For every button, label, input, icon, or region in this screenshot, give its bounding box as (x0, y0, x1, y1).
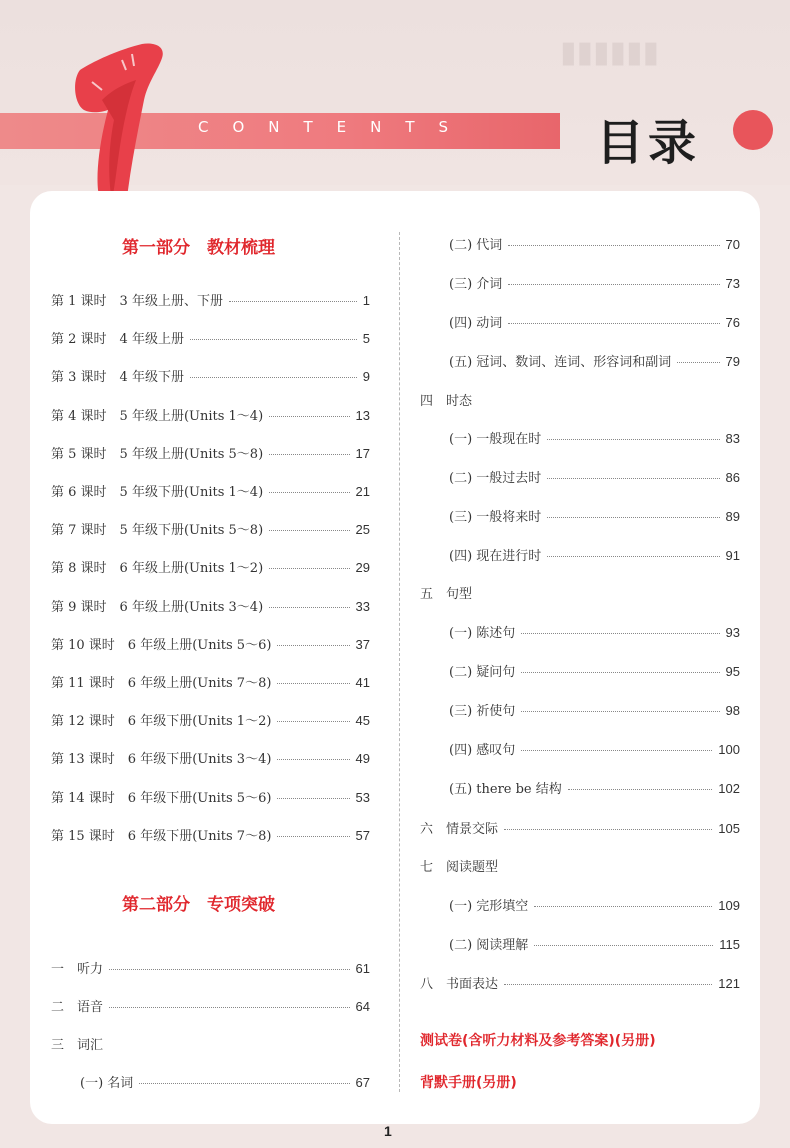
toc-entry-vocab-1[interactable] (449, 234, 740, 253)
toc-entry-page: 73 (725, 276, 740, 291)
leader-dots (568, 789, 713, 790)
toc-entry-lesson-15[interactable] (51, 825, 370, 844)
toc-entry-page: 57 (355, 827, 370, 843)
leader-dots (508, 323, 719, 324)
toc-entry-tense-2[interactable] (449, 467, 740, 486)
leader-dots (534, 945, 713, 946)
leader-dots (547, 478, 719, 479)
toc-entry-sentence-5[interactable] (449, 778, 740, 797)
leader-dots (269, 416, 349, 417)
toc-entry-page: 9 (362, 369, 370, 385)
toc-entry-page: 79 (725, 354, 740, 369)
toc-entry-label: 八 书面表达 (420, 977, 499, 992)
toc-entry-page: 21 (355, 484, 370, 499)
toc-entry-lesson-5[interactable] (51, 443, 370, 462)
toc-entry-page: 83 (725, 431, 740, 446)
toc-entry-label: (一) 一般现在时 (449, 432, 542, 447)
toc-entry-sentence-4[interactable] (449, 739, 740, 758)
leader-dots (547, 556, 719, 557)
part2-heading: 第二部分 专项突破 (122, 895, 275, 915)
toc-entry-page: 86 (725, 470, 740, 485)
toc-entry-label: (一) 陈述句 (449, 626, 516, 641)
leader-dots (277, 836, 349, 837)
toc-entry-label: (四) 动词 (449, 316, 503, 331)
leader-dots (190, 339, 357, 340)
toc-entry-label: 第 5 课时 5 年级上册(Units 5～8) (51, 446, 264, 462)
toc-entry-lesson-12[interactable] (51, 710, 370, 729)
toc-entry-label: (二) 一般过去时 (449, 471, 542, 486)
note-test-papers: 测试卷(含听力材料及参考答案)(另册) (420, 1033, 656, 1049)
toc-entry-writing[interactable] (420, 973, 740, 992)
toc-entry-label: 第 10 课时 6 年级上册(Units 5～6) (51, 637, 272, 653)
toc-entry-lesson-8[interactable] (51, 557, 370, 576)
toc-entry-page: 1 (362, 293, 370, 308)
toc-entry-page: 93 (725, 625, 740, 640)
toc-entry-vocab-4[interactable] (449, 351, 740, 370)
leader-dots (229, 301, 357, 302)
toc-entry-lesson-14[interactable] (51, 787, 370, 806)
toc-entry-label: 第 8 课时 6 年级上册(Units 1～2) (51, 561, 264, 577)
leader-dots (504, 984, 712, 985)
leader-dots (139, 1083, 349, 1084)
toc-entry-label: 第 2 课时 4 年级上册 (51, 332, 184, 348)
page-number: 1 (384, 1123, 392, 1139)
toc-entry-lesson-7[interactable] (51, 519, 370, 538)
toc-entry-label: (一) 名词 (80, 1076, 134, 1091)
leader-dots (277, 683, 349, 684)
toc-entry-page: 121 (718, 976, 740, 991)
leader-dots (269, 454, 349, 455)
toc-entry-lesson-2[interactable] (51, 328, 370, 347)
toc-entry-label: (四) 感叹句 (449, 743, 516, 758)
leader-dots (277, 645, 349, 646)
toc-entry-label: (二) 阅读理解 (449, 938, 529, 953)
leader-dots (109, 969, 350, 970)
toc-entry-page: 37 (355, 636, 370, 652)
toc-entry-page: 95 (725, 664, 740, 679)
toc-entry-vocab-2[interactable] (449, 273, 740, 292)
leader-dots (109, 1007, 350, 1008)
toc-entry-label: 第 14 课时 6 年级下册(Units 5～6) (51, 790, 272, 806)
leader-dots (190, 377, 357, 378)
column-divider (399, 232, 400, 1092)
toc-entry-page: 13 (355, 407, 370, 423)
toc-entry-page: 89 (725, 509, 740, 524)
red-circle-decoration (733, 110, 773, 150)
toc-entry-page: 17 (355, 445, 370, 461)
toc-entry-label: 第 6 课时 5 年级下册(Units 1～4) (51, 485, 264, 500)
toc-entry-tense-4[interactable] (449, 545, 740, 564)
toc-entry-label: (五) 冠词、数词、连词、形容词和副词 (449, 355, 672, 370)
leader-dots (269, 492, 349, 493)
toc-entry-label: (二) 代词 (449, 238, 503, 253)
toc-entry-page: 115 (719, 937, 740, 952)
leader-dots (547, 439, 719, 440)
section-tense: 四 时态 (420, 394, 473, 409)
leader-dots (521, 633, 719, 634)
toc-entry-page: 91 (725, 548, 740, 563)
toc-entry-label: 一 听力 (51, 962, 104, 977)
toc-entry-page: 70 (725, 237, 740, 252)
leader-dots (269, 568, 349, 569)
leader-dots (277, 798, 349, 799)
section-reading: 七 阅读题型 (420, 860, 499, 875)
leader-dots (269, 530, 349, 531)
section-vocabulary: 三 词汇 (51, 1038, 104, 1053)
toc-entry-page: 102 (718, 781, 740, 796)
toc-entry-label: 六 情景交际 (420, 822, 499, 837)
leader-dots (534, 906, 712, 907)
leader-dots (521, 711, 719, 712)
toc-entry-label: (二) 疑问句 (449, 665, 516, 680)
toc-entry-page: 61 (355, 961, 370, 976)
toc-entry-label: (三) 一般将来时 (449, 510, 542, 525)
toc-entry-tense-3[interactable] (449, 506, 740, 525)
toc-entry-page: 45 (355, 713, 370, 729)
toc-entry-reading-2[interactable] (449, 934, 740, 953)
toc-entry-label: 第 12 课时 6 年级下册(Units 1～2) (51, 714, 272, 730)
toc-entry-page: 41 (355, 675, 370, 690)
toc-entry-sentence-1[interactable] (449, 622, 740, 641)
toc-entry-reading-1[interactable] (449, 895, 740, 914)
toc-entry-page: 5 (362, 331, 370, 347)
toc-entry-page: 105 (718, 821, 740, 836)
toc-entry-label: 第 4 课时 5 年级上册(Units 1～4) (51, 408, 264, 424)
leader-dots (504, 829, 712, 830)
toc-entry-page: 100 (718, 742, 740, 757)
toc-entry-label: 第 7 课时 5 年级下册(Units 5～8) (51, 523, 264, 539)
note-handbook: 背默手册(另册) (420, 1075, 517, 1091)
toc-entry-lesson-3[interactable] (51, 366, 370, 385)
leader-dots (277, 721, 349, 722)
toc-entry-page: 98 (725, 703, 740, 718)
toc-entry-lesson-6[interactable] (51, 481, 370, 500)
toc-entry-sentence-2[interactable] (449, 661, 740, 680)
leader-dots (269, 607, 349, 608)
toc-entry-label: 第 1 课时 3 年级上册、下册 (51, 294, 223, 309)
toc-entry-page: 49 (355, 751, 370, 767)
toc-entry-label: (三) 祈使句 (449, 704, 516, 719)
toc-entry-page: 109 (718, 898, 740, 913)
toc-entry-label: 第 13 课时 6 年级下册(Units 3～4) (51, 752, 272, 768)
toc-entry-label: (一) 完形填空 (449, 899, 529, 914)
toc-entry-phonetics[interactable] (51, 996, 370, 1015)
toc-entry-page: 29 (355, 560, 370, 576)
toc-entry-sentence-3[interactable] (449, 700, 740, 719)
toc-entry-page: 25 (355, 522, 370, 538)
toc-entry-situation[interactable] (420, 818, 740, 837)
leader-dots (547, 517, 719, 518)
toc-entry-label: 第 15 课时 6 年级下册(Units 7～8) (51, 828, 272, 844)
page-title: 目录 (596, 115, 701, 171)
contents-label: CONTENTS (198, 118, 473, 136)
toc-entry-page: 76 (725, 315, 740, 330)
leader-dots (677, 362, 719, 363)
leader-dots (521, 750, 712, 751)
leader-dots (508, 284, 719, 285)
toc-entry-lesson-9[interactable] (51, 596, 370, 615)
toc-entry-vocab-3[interactable] (449, 312, 740, 331)
toc-entry-label: (三) 介词 (449, 277, 503, 292)
toc-entry-lesson-1[interactable] (51, 290, 370, 309)
toc-entry-label: (四) 现在进行时 (449, 549, 542, 564)
leader-dots (277, 759, 349, 760)
toc-entry-page: 64 (355, 999, 370, 1014)
toc-entry-page: 67 (355, 1075, 370, 1090)
toc-entry-page: 33 (355, 598, 370, 614)
toc-entry-page: 53 (355, 789, 370, 805)
toc-entry-label: 第 3 课时 4 年级下册 (51, 370, 184, 386)
toc-entry-label: 二 语音 (51, 1000, 104, 1015)
toc-entry-listening[interactable] (51, 958, 370, 977)
part1-heading: 第一部分 教材梳理 (122, 238, 275, 258)
toc-entry-label: 第 11 课时 6 年级上册(Units 7～8) (51, 676, 272, 691)
toc-entry-lesson-10[interactable] (51, 634, 370, 653)
toc-entry-label: (五) there be 结构 (449, 782, 562, 797)
toc-entry-lesson-13[interactable] (51, 748, 370, 767)
toc-entry-lesson-4[interactable] (51, 405, 370, 424)
toc-entry-nouns[interactable] (80, 1072, 370, 1091)
toc-entry-tense-1[interactable] (449, 428, 740, 447)
toc-entry-lesson-11[interactable] (51, 672, 370, 691)
section-sentence: 五 句型 (420, 587, 473, 602)
leader-dots (521, 672, 719, 673)
toc-entry-label: 第 9 课时 6 年级上册(Units 3～4) (51, 599, 264, 615)
leader-dots (508, 245, 719, 246)
bleed-through-text: ▮▮▮▮▮▮ (560, 35, 660, 70)
